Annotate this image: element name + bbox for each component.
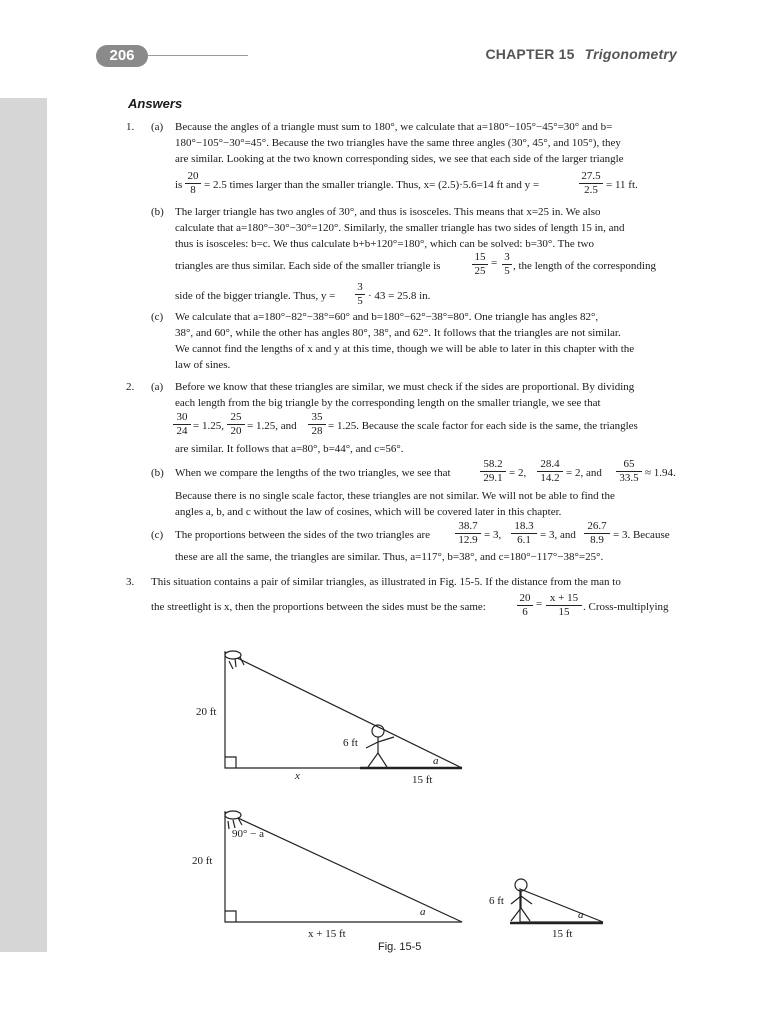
- streetlight-ray: [229, 661, 233, 669]
- fraction: $\frac{15}{25}$: [472, 251, 488, 278]
- text-line: these are all the same, the triangles are similar. Thus, a=117°, b=38°, and c=180°−117°−38°=25°.: [175, 551, 604, 563]
- page-number: 206: [96, 45, 148, 67]
- man-height-label: 6 ft: [489, 895, 504, 907]
- part-label: (a): [151, 121, 164, 133]
- fraction: $\frac{38.7}{12.9}$: [455, 520, 481, 547]
- streetlight-ray: [228, 821, 229, 829]
- base-label-15ft: 15 ft: [412, 774, 433, 786]
- text-line: =: [536, 598, 543, 610]
- text-line: = 3. Because: [613, 529, 670, 541]
- text-line: law of sines.: [175, 359, 231, 371]
- text-line: 180°−105°−30°=45°. Because the two triangles have the same three angles (30°, 45°, and 105°), they: [175, 137, 621, 149]
- text-line: the streetlight is x, then the proportions between the sides must be the same:: [151, 601, 486, 613]
- fraction: $\frac{27.5}{2.5}$: [579, 170, 603, 197]
- fraction: $\frac{28.4}{14.2}$: [537, 458, 563, 485]
- text-line: are similar. It follows that a=80°, b=44°, and c=56°.: [175, 443, 404, 455]
- fraction: $\frac{58.2}{29.1}$: [480, 458, 506, 485]
- item-number: 1.: [126, 121, 135, 133]
- height-label: 20 ft: [196, 706, 217, 718]
- text-line: calculate that a=180°−30°−30°=120°. Similarly, the smaller triangle has two sides of length 15 in, and: [175, 222, 625, 234]
- text-line: = 2.5 times larger than the smaller triangle. Thus, x= (2.5)·5.6=14 ft and y =: [204, 179, 540, 191]
- text-line: Before we know that these triangles are similar, we must check if the sides are proportional. By dividing: [175, 381, 635, 393]
- text-line: The larger triangle has two angles of 30°, and thus is isosceles. This means that x=25 in. We also: [175, 206, 601, 218]
- text-line: This situation contains a pair of similar triangles, as illustrated in Fig. 15-5. If the distance from the man to: [151, 576, 621, 588]
- angle-label: a: [420, 906, 426, 918]
- right-angle-mark: [225, 911, 236, 922]
- angle-label: a: [433, 755, 439, 767]
- man-figure-top: [366, 725, 394, 767]
- fraction: $\frac{65}{33.5}$: [616, 458, 642, 485]
- fraction: $\frac{x + 15}{15}$: [546, 592, 582, 619]
- fraction: $\frac{26.7}{8.9}$: [584, 520, 610, 547]
- text-line: = 1.25,: [193, 420, 224, 432]
- part-label: (a): [151, 381, 164, 393]
- part-label: (b): [151, 467, 164, 479]
- text-line: · 43 = 25.8 in.: [368, 290, 431, 302]
- fraction: $\frac{30}{24}$: [173, 411, 191, 438]
- item-number: 2.: [126, 381, 135, 393]
- angle-label: a: [578, 909, 584, 921]
- chapter-label: CHAPTER 15: [485, 46, 575, 62]
- text-line: ≈ 1.94.: [645, 467, 676, 479]
- text-line: = 11 ft.: [606, 179, 638, 191]
- fraction: $\frac{20}{6}$: [517, 592, 533, 619]
- text-line: angles a, b, and c without the law of cosines, which will be covered later in this chapter.: [175, 506, 562, 518]
- text-line: are similar. Looking at the two known corresponding sides, we see that each side of the larger triangle: [175, 153, 624, 165]
- text-line: 38°, and 60°, while the other has angles 80°, 38°, and 62°. It follows that the triangles are not similar.: [175, 327, 621, 339]
- item-number: 3.: [126, 576, 135, 588]
- fraction: $\frac{35}{28}$: [308, 411, 326, 438]
- text-line: = 3,: [484, 529, 502, 541]
- fraction: $\frac{20}{8}$: [185, 170, 201, 197]
- text-line: The proportions between the sides of the two triangles are: [175, 529, 431, 541]
- man-figure-bottom: [511, 879, 532, 921]
- text-line: each length from the big triangle by the corresponding length on the smaller triangle, we see that: [175, 397, 601, 409]
- fraction: $\frac{3}{5}$: [355, 281, 365, 308]
- streetlight-lamp: [225, 811, 241, 819]
- small-triangle: [520, 889, 603, 922]
- fraction: $\frac{25}{20}$: [227, 411, 245, 438]
- height-label: 20 ft: [192, 855, 213, 867]
- text-line: , the length of the corresponding: [513, 260, 656, 272]
- part-label: (c): [151, 529, 164, 541]
- text-line: Because there is no single scale factor, these triangles are not similar. We will not be able to find the: [175, 490, 615, 502]
- text-line: We calculate that a=180°−82°−38°=60° and b=180°−62°−38°=80°. One triangle has angles 82°,: [175, 311, 599, 323]
- text-line: = 3, and: [540, 529, 576, 541]
- figure-caption: Fig. 15-5: [378, 941, 422, 953]
- large-triangle-top: [225, 652, 462, 768]
- answers-heading: Answers: [128, 96, 183, 111]
- text-line: Because the angles of a triangle must sum to 180°, we calculate that a=180°−105°−45°=30° and b=: [175, 121, 613, 133]
- man-height-label: 6 ft: [343, 737, 358, 749]
- text-line: is: [175, 179, 183, 191]
- text-line: . Cross-multiplying: [583, 601, 669, 613]
- streetlight-lamp: [225, 651, 241, 659]
- fraction: $\frac{3}{5}$: [502, 251, 512, 278]
- base-label-x: x: [295, 770, 300, 782]
- text-line: =: [491, 257, 498, 269]
- text-line: We cannot find the lengths of x and y at this time, though we will be able to later in this chapter with the: [175, 343, 635, 355]
- base-label-15ft: 15 ft: [552, 928, 573, 940]
- text-line: thus is isosceles: b=c. We thus calculate b+b+120°=180°, which can be solved: b=30°. The two: [175, 238, 594, 250]
- text-line: = 1.25, and: [247, 420, 297, 432]
- part-label: (b): [151, 206, 164, 218]
- streetlight-ray: [233, 820, 235, 828]
- text-line: When we compare the lengths of the two triangles, we see that: [175, 467, 451, 479]
- text-line: = 2,: [509, 467, 527, 479]
- right-angle-mark: [225, 757, 236, 768]
- base-label: x + 15 ft: [308, 928, 346, 940]
- text-line: triangles are thus similar. Each side of the smaller triangle is: [175, 260, 441, 272]
- text-line: = 2, and: [566, 467, 602, 479]
- part-label: (c): [151, 311, 164, 323]
- chapter-topic: Trigonometry: [584, 46, 677, 62]
- text-line: side of the bigger triangle. Thus, y =: [175, 290, 336, 302]
- text-line: = 1.25. Because the scale factor for each side is the same, the triangles: [328, 420, 638, 432]
- fraction: $\frac{18.3}{6.1}$: [511, 520, 537, 547]
- top-angle-label: 90° − a: [232, 828, 264, 840]
